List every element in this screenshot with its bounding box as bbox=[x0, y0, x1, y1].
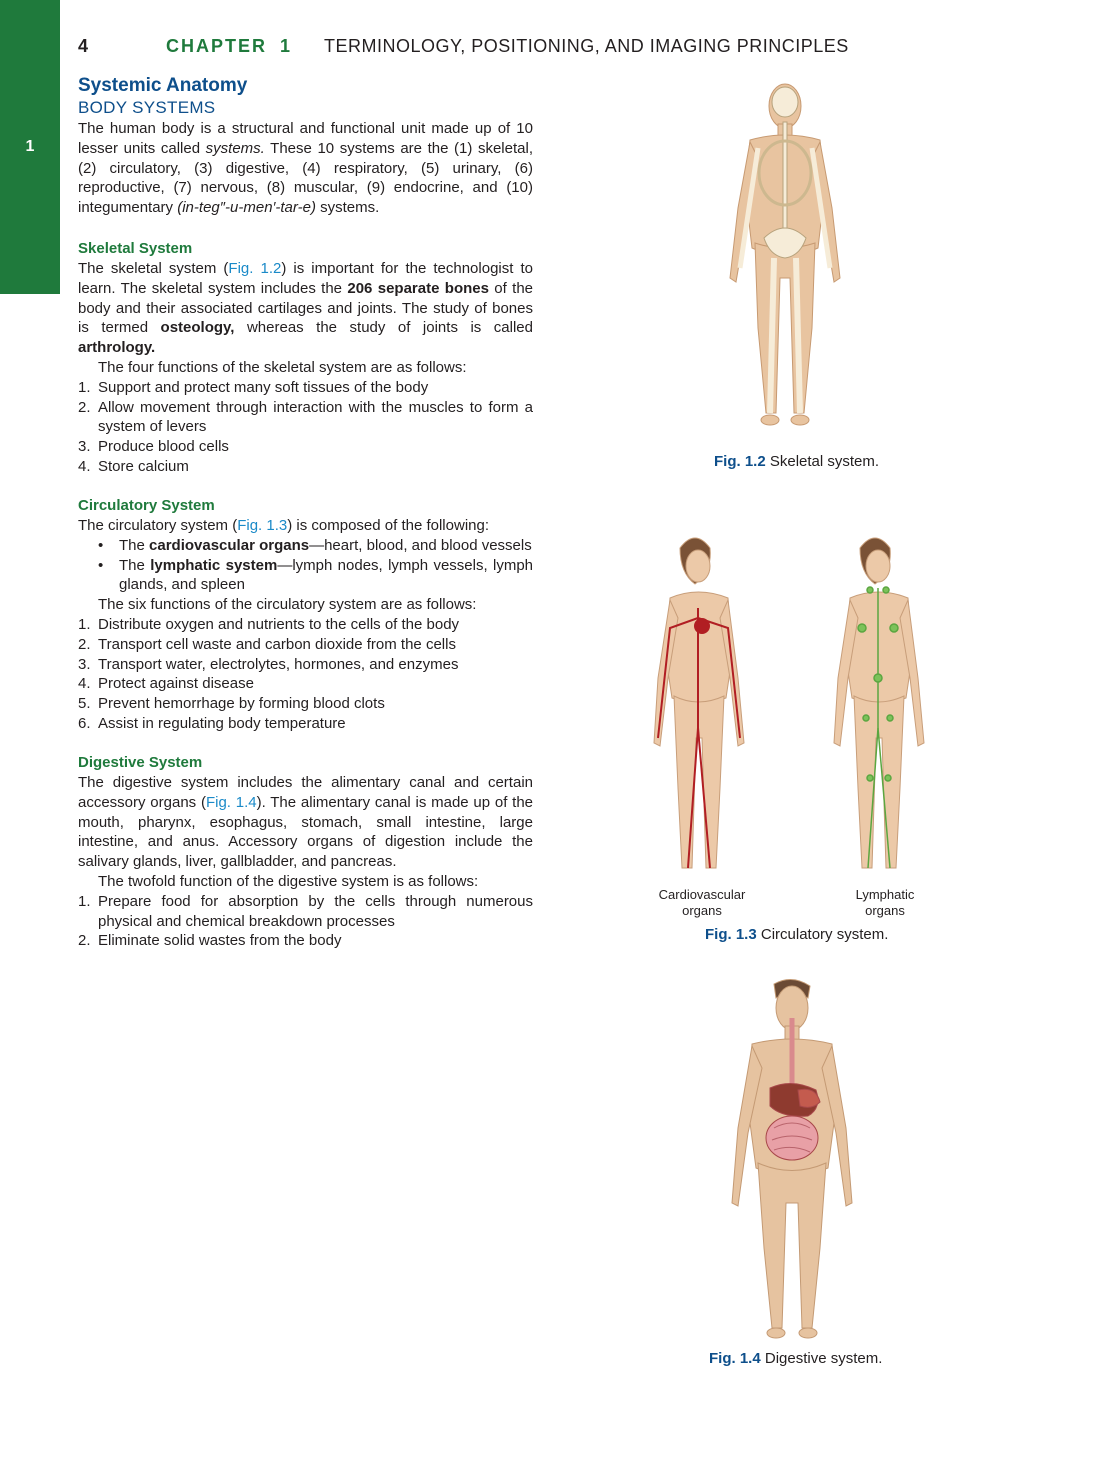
circulatory-system-illustration bbox=[640, 528, 940, 880]
list-item: • The cardiovascular organs—heart, blood, and blood vessels bbox=[98, 536, 532, 554]
list-item: 4. Protect against disease bbox=[78, 675, 254, 693]
list-item: 3. Transport water, electrolytes, hormones, and enzymes bbox=[78, 655, 459, 673]
skeletal-system-section bbox=[78, 239, 533, 477]
running-header bbox=[78, 36, 858, 62]
skeletal-system-illustration bbox=[700, 78, 870, 448]
page-number: 4 bbox=[78, 36, 89, 56]
lymphatic-figure bbox=[834, 538, 924, 868]
skeletal-paragraph: The skeletal system (Fig. 1.2) is important for the technologist to learn. The skeletal system includes the 206 separate bones of the body and their associated cartilages and joints. The study of bones is termed osteology, whereas the study of joints is called arthrology. bbox=[78, 260, 534, 357]
skeletal-functions-intro: The four functions of the skeletal system are as follows: bbox=[98, 358, 467, 376]
circulatory-system-section bbox=[78, 496, 533, 734]
lymphatic-organs-label: Lymphatic organs bbox=[855, 887, 915, 918]
digestive-paragraph: The digestive system includes the alimentary canal and certain accessory organs (Fig. 1.4). The alimentary canal is made up of the mouth, pharynx, esophagus, stomach, small intestine, large intestine, and anus. Accessory organs of digestion include the salivary glands, liver, gallbladder, and pancreas. bbox=[78, 774, 534, 871]
list-item: 1. Prepare food for absorption by the cells through numerous physical and chemical breakdown processes bbox=[78, 892, 533, 930]
list-item: 3. Produce blood cells bbox=[78, 438, 229, 456]
side-tab-chapter-number: 1 bbox=[25, 138, 35, 155]
circulatory-heading: Circulatory System bbox=[78, 497, 215, 514]
digestive-functions-intro: The twofold function of the digestive system is as follows: bbox=[98, 872, 479, 890]
digestive-functions-list bbox=[78, 892, 533, 951]
circulatory-components-list bbox=[78, 536, 533, 595]
circulatory-functions-intro: The six functions of the circulatory system are as follows: bbox=[98, 596, 477, 614]
skeletal-heading: Skeletal System bbox=[78, 240, 193, 257]
digestive-system-section bbox=[78, 753, 533, 951]
fig-1-4-link[interactable]: Fig. 1.4 bbox=[205, 793, 257, 811]
fig-1-3-caption: Fig. 1.3 Circulatory system. bbox=[705, 926, 889, 943]
chapter-number: 1 bbox=[280, 36, 291, 56]
chapter-title: TERMINOLOGY, POSITIONING, AND IMAGING PRINCIPLES bbox=[324, 36, 849, 56]
fig-1-2-link[interactable]: Fig. 1.2 bbox=[228, 260, 282, 277]
fig-1-2-caption: Fig. 1.2 Skeletal system. bbox=[714, 453, 880, 470]
section-title: Systemic Anatomy bbox=[78, 75, 248, 96]
cardiovascular-organs-label: Cardiovascular organs bbox=[658, 887, 746, 918]
list-item: 4. Store calcium bbox=[78, 457, 189, 475]
body-systems-section bbox=[78, 75, 533, 218]
circulatory-paragraph: The circulatory system (Fig. 1.3) is composed of the following: bbox=[78, 517, 490, 534]
circulatory-functions-list bbox=[78, 615, 533, 734]
fig-1-4-caption: Fig. 1.4 Digestive system. bbox=[709, 1350, 883, 1367]
digestive-system-illustration bbox=[712, 978, 872, 1343]
list-item: 6. Assist in regulating body temperature bbox=[78, 714, 346, 732]
fig-1-3-link[interactable]: Fig. 1.3 bbox=[237, 517, 288, 534]
list-item: 5. Prevent hemorrhage by forming blood clots bbox=[78, 695, 385, 713]
list-item: 1. Support and protect many soft tissues of the body bbox=[78, 378, 429, 396]
list-item: 2. Eliminate solid wastes from the body bbox=[78, 932, 342, 950]
list-item: 1. Distribute oxygen and nutrients to the cells of the body bbox=[78, 615, 460, 633]
section-subtitle: BODY SYSTEMS bbox=[78, 98, 216, 117]
chapter-label: CHAPTER bbox=[166, 36, 268, 56]
list-item: • The lymphatic system—lymph nodes, lymph vessels, lymph glands, and spleen bbox=[98, 556, 534, 594]
intro-paragraph: The human body is a structural and functional unit made up of 10 lesser units called systems. These 10 systems are the (1) skeletal, (2) circulatory, (3) digestive, (4) respiratory, (5) urinary, (6) reproductive, (7) nervous, (8) muscular, (9) endocrine, and (10) integumentary (in-teg″-u-men′-tar-e) systems. bbox=[78, 120, 533, 217]
list-item: 2. Transport cell waste and carbon dioxide from the cells bbox=[78, 635, 456, 653]
list-item: 2. Allow movement through interaction with the muscles to form a system of levers bbox=[78, 398, 533, 436]
skeletal-functions-list bbox=[78, 378, 533, 477]
digestive-heading: Digestive System bbox=[78, 754, 203, 771]
